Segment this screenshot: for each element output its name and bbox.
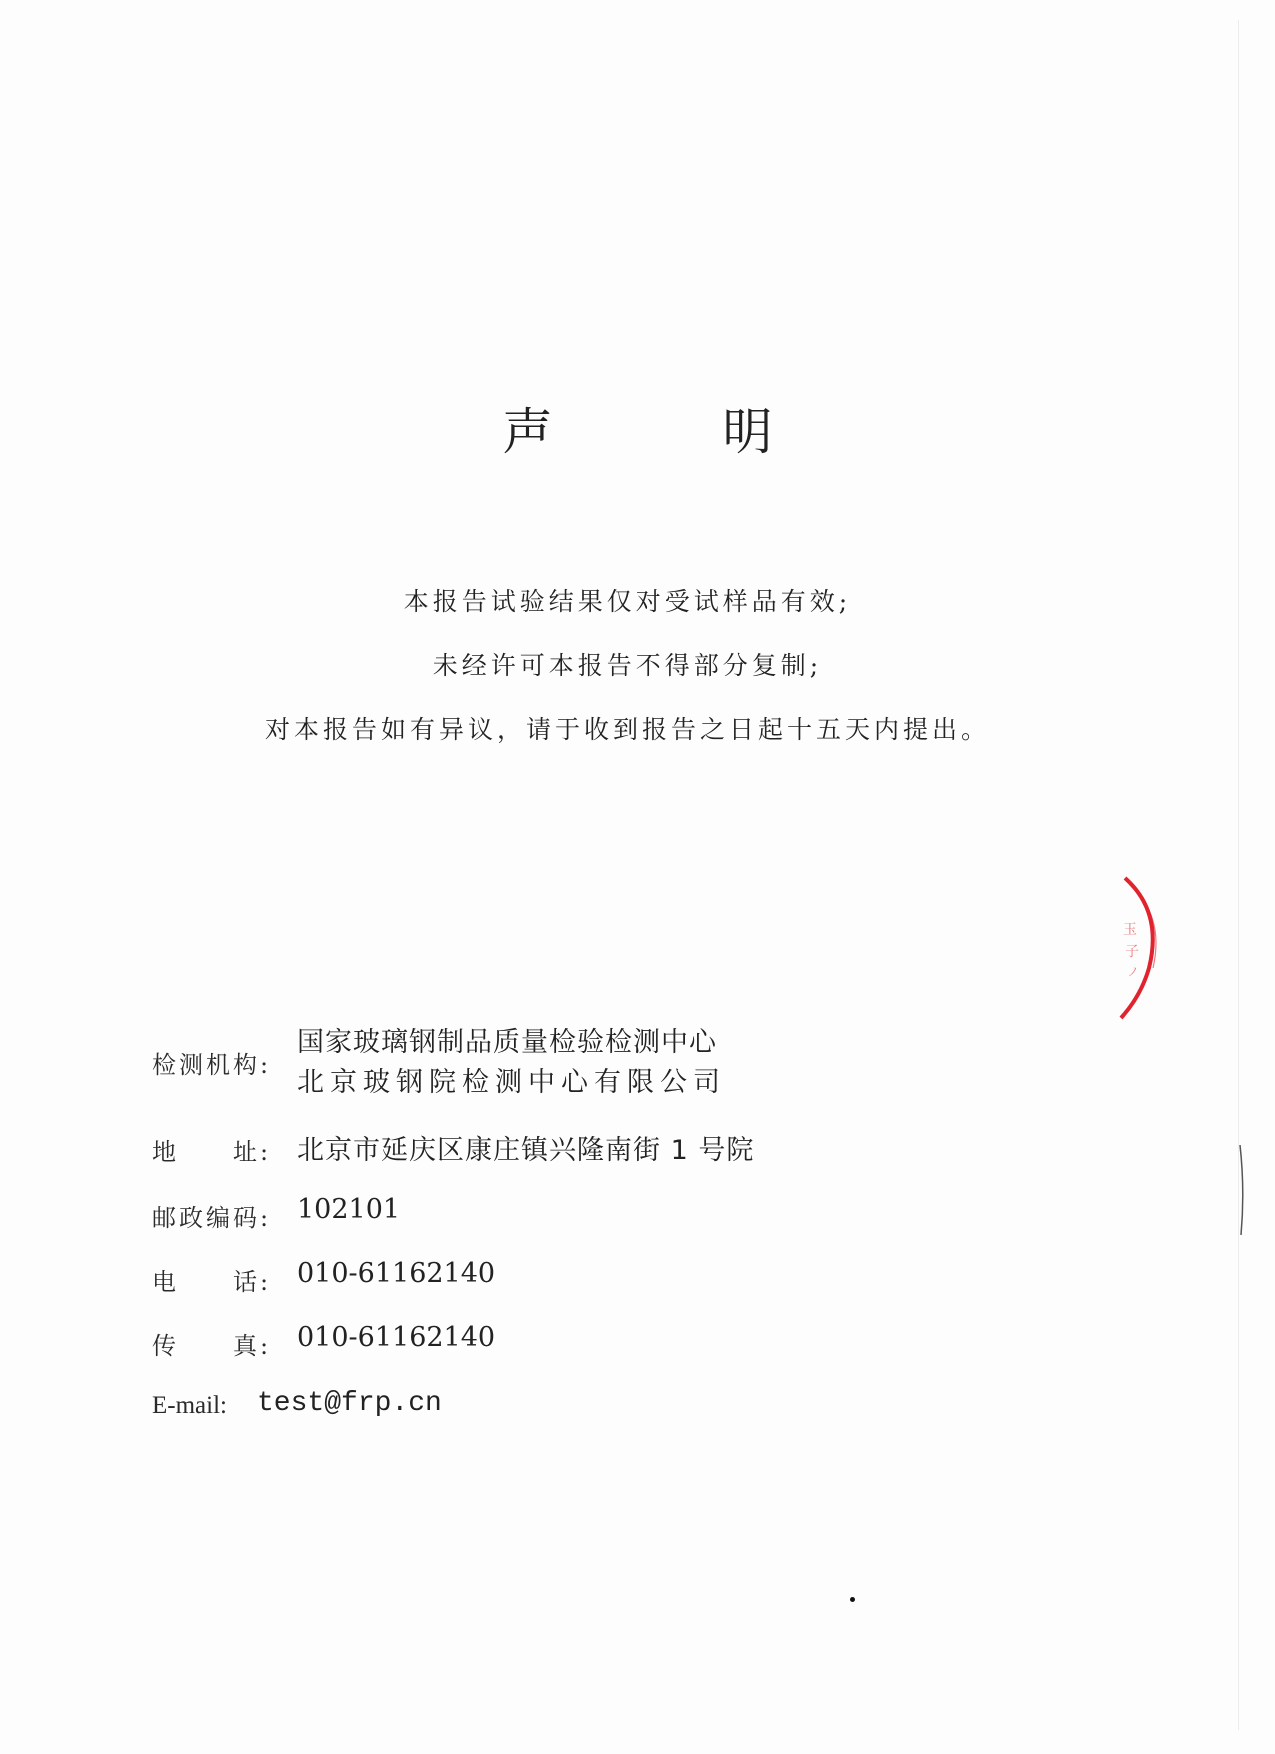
postcode-label: 邮政编码: bbox=[152, 1204, 272, 1232]
statement-copy-restriction: 未经许可本报告不得部分复制; bbox=[432, 651, 823, 680]
address-label: 地 址: bbox=[152, 1138, 272, 1166]
page-title: 声 明 bbox=[502, 403, 833, 461]
svg-text:子: 子 bbox=[1125, 944, 1139, 960]
institution-name-2: 北京玻钢院检测中心有限公司 bbox=[297, 1067, 726, 1098]
statement-validity: 本报告试验结果仅对受试样品有效; bbox=[403, 587, 852, 616]
email-label: E-mail: bbox=[152, 1392, 227, 1419]
statement-list bbox=[0, 580, 1255, 772]
page-edge bbox=[1238, 20, 1239, 1730]
email-value[interactable]: test@frp.cn bbox=[257, 1388, 442, 1419]
fax-label: 传 真: bbox=[152, 1332, 272, 1360]
phone-value: 010-61162140 bbox=[297, 1258, 496, 1289]
binding-mark-icon bbox=[1238, 1145, 1246, 1235]
phone-label: 电 话: bbox=[152, 1268, 272, 1296]
postcode-value: 102101 bbox=[297, 1194, 401, 1225]
svg-text:玉: 玉 bbox=[1123, 922, 1137, 938]
institution-label: 检测机构: bbox=[152, 1051, 272, 1079]
institution-name-1: 国家玻璃钢制品质量检验检测中心 bbox=[297, 1027, 717, 1058]
scan-dot bbox=[850, 1597, 855, 1602]
svg-text:ノ: ノ bbox=[1127, 965, 1140, 979]
seal-stamp-icon bbox=[1115, 872, 1175, 1022]
statement-objection: 对本报告如有异议，请于收到报告之日起十五天内提出。 bbox=[264, 715, 990, 744]
fax-value: 010-61162140 bbox=[297, 1322, 496, 1353]
address-value: 北京市延庆区康庄镇兴隆南街 1 号院 bbox=[297, 1135, 755, 1166]
